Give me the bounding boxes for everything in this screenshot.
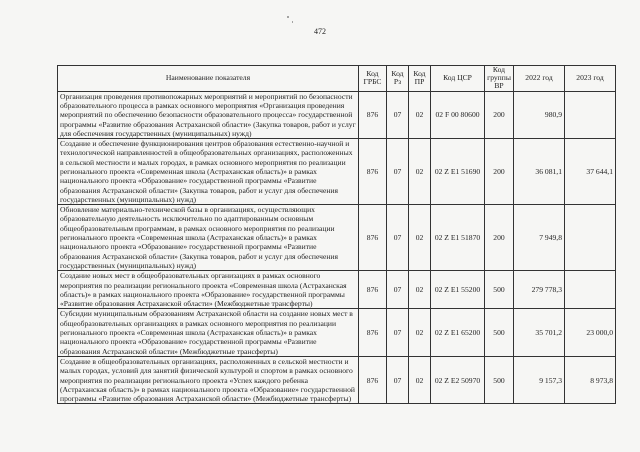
header-2023: 2023 год [565,66,616,92]
row-name: Создание новых мест в общеобразовательных организациях в рамках основного мероприятия по реализации регионального проекта «Современная школа (Астраханская область)» в рамках национального проекта «Образование» государственной программы «Развитие образования Астраханской области» (Межбюджетные трансферты) [58,271,359,309]
row-rz: 07 [387,356,409,403]
row-vr: 200 [485,205,514,271]
row-name: Организация проведения противопожарных мероприятий и мероприятий по безопасности образовательного процесса в рамках основного мероприятия «Организация проведения мероприятий по обеспечению безопасности образовательного процесса» государственной программы «Развитие образования Астраханской области» (Закупка товаров, работ и услуг для обеспечения государственных (муниципальных) нужд) [58,91,359,138]
table-row [58,356,616,403]
table-row [58,309,616,356]
row-pr: 02 [409,205,431,271]
header-csr: Код ЦСР [431,66,485,92]
row-grbs: 876 [359,91,387,138]
header-name: Наименование показателя [58,66,359,92]
scan-speck [287,16,289,18]
row-2023 [565,271,616,309]
table-row [58,271,616,309]
row-2023 [565,205,616,271]
row-rz: 07 [387,271,409,309]
page-number: 472 [314,27,326,36]
header-2022: 2022 год [514,66,565,92]
row-csr: 02 Z E2 50970 [431,356,485,403]
row-rz: 07 [387,91,409,138]
row-name: Создание в общеобразовательных организациях, расположенных в сельской местности и малых городах, условий для занятий физической культурой и спортом в рамках основного мероприятия по реализации регионального проекта «Успех каждого ребенка (Астраханская область)» в рамках национального проекта «Образование» государственной программы «Развитие образования Астраханской области» (Межбюджетные трансферты) [58,356,359,403]
header-grbs: Код ГРБС [359,66,387,92]
budget-table [57,65,616,404]
row-rz: 07 [387,205,409,271]
row-rz: 07 [387,139,409,205]
row-grbs: 876 [359,139,387,205]
row-2023: 37 644,1 [565,139,616,205]
row-pr: 02 [409,91,431,138]
header-vr: Код группы ВР [485,66,514,92]
row-2022: 7 949,8 [514,205,565,271]
row-2023: 8 973,8 [565,356,616,403]
row-2022: 9 157,3 [514,356,565,403]
row-pr: 02 [409,139,431,205]
row-2023 [565,91,616,138]
row-2023: 23 000,0 [565,309,616,356]
table-header-row [58,66,616,92]
row-csr: 02 Z E1 51690 [431,139,485,205]
table-row [58,205,616,271]
table-row [58,91,616,138]
row-csr: 02 Z E1 65200 [431,309,485,356]
row-2022: 980,9 [514,91,565,138]
header-rz: Код Рз [387,66,409,92]
header-pr: Код ПР [409,66,431,92]
row-vr: 500 [485,309,514,356]
scan-speck [292,21,293,23]
row-pr: 02 [409,356,431,403]
row-vr: 500 [485,356,514,403]
row-pr: 02 [409,309,431,356]
table-row [58,139,616,205]
row-grbs: 876 [359,271,387,309]
row-name: Создание и обеспечение функционирования центров образования естественно-научной и технологической направленностей в общеобразовательных организациях, расположенных в сельской местности и малых городах, в рамках основного мероприятия по реализации регионального проекта «Современная школа (Астраханская область)» в рамках национального проекта «Образование» государственной программы «Развитие образования Астраханской области» (Закупка товаров, работ и услуг для обеспечения государственных (муниципальных) нужд) [58,139,359,205]
row-vr: 200 [485,139,514,205]
row-name: Субсидии муниципальным образованиям Астраханской области на создание новых мест в общеобразовательных организациях в рамках основного мероприятия по реализации регионального проекта «Современная школа (Астраханская область)» в рамках национального проекта «Образование» государственной программы «Развитие образования Астраханской области» (Межбюджетные трансферты) [58,309,359,356]
row-grbs: 876 [359,205,387,271]
row-vr: 500 [485,271,514,309]
row-grbs: 876 [359,309,387,356]
row-csr: 02 Z E1 55200 [431,271,485,309]
row-vr: 200 [485,91,514,138]
row-rz: 07 [387,309,409,356]
row-2022: 35 701,2 [514,309,565,356]
row-csr: 02 F 00 80600 [431,91,485,138]
row-grbs: 876 [359,356,387,403]
row-2022: 36 081,1 [514,139,565,205]
row-name: Обновление материально-технической базы в организациях, осуществляющих образовательную деятельность исключительно по адаптированным основным общеобразовательным программам, в рамках основного мероприятия по реализации регионального проекта «Современная школа (Астраханская область)» в рамках национального проекта «Образование» государственной программы «Развитие образования Астраханской области» (Закупка товаров, работ и услуг для обеспечения государственных (муниципальных) нужд) [58,205,359,271]
row-pr: 02 [409,271,431,309]
row-csr: 02 Z E1 51870 [431,205,485,271]
row-2022: 279 778,3 [514,271,565,309]
